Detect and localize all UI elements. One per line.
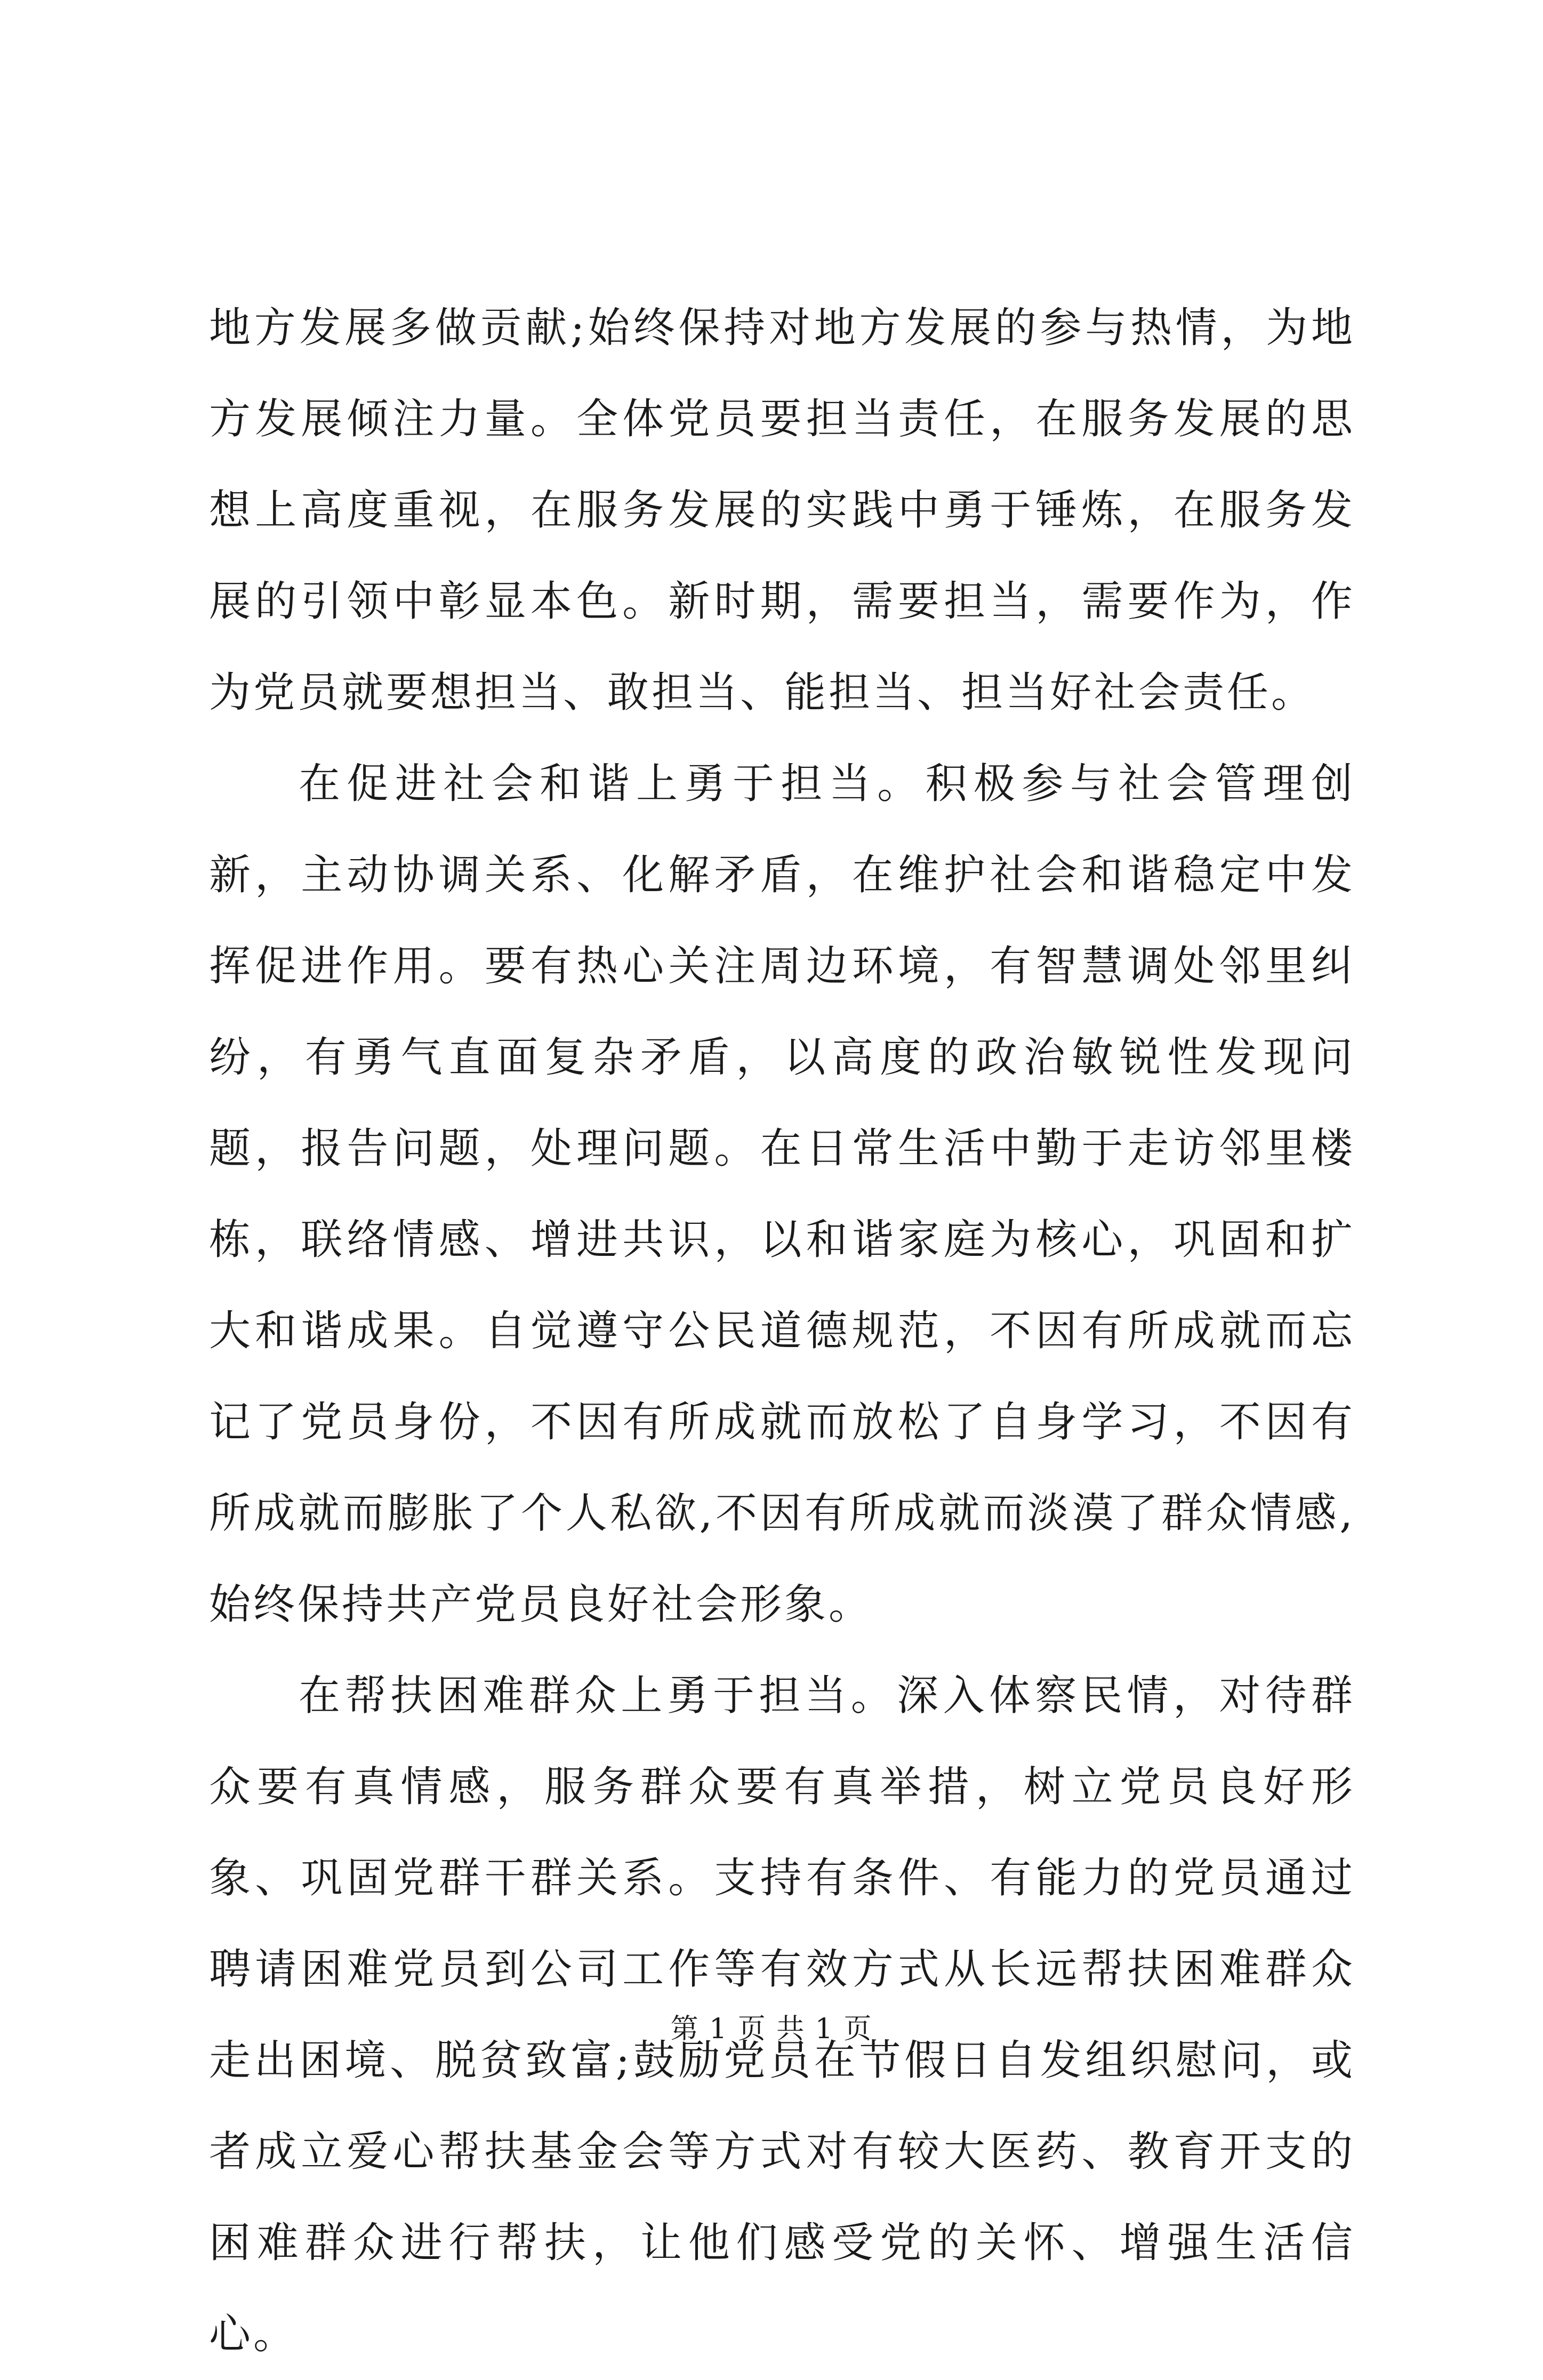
paragraph-continuation: 地方发展多做贡献;始终保持对地方发展的参与热情，为地方发展倾注力量。全体党员要担当责任，在服务发展的思想上高度重视，在服务发展的实践中勇于锤炼，在服务发展的引领中彰显本色。新时期，需要担当，需要作为，作为党员就要想担当、敢担当、能担当、担当好社会责任。: [209, 304, 1355, 717]
page-footer: 第 1 页 共 1 页: [670, 2013, 873, 2045]
paragraph-assist-needy: 在帮扶困难群众上勇于担当。深入体察民情，对待群众要有真情感，服务群众要有真举措，树立党员良好形象、巩固党群干群关系。支持有条件、有能力的党员通过聘请困难党员到公司工作等有效方式从长远帮扶困难群众走出困境、脱贫致富;鼓励党员在节假日自发组织慰问，或者成立爱心帮扶基金会等方式对有较大医药、教育开支的困难群众进行帮扶，让他们感受党的关怀、增强生活信心。: [209, 1672, 1355, 2358]
paragraph-social-harmony: 在促进社会和谐上勇于担当。积极参与社会管理创新，主动协调关系、化解矛盾，在维护社会和谐稳定中发挥促进作用。要有热心关注周边环境，有智慧调处邻里纠纷，有勇气直面复杂矛盾，以高度的政治敏锐性发现问题，报告问题，处理问题。在日常生活中勤于走访邻里楼栋，联络情感、增进共识，以和谐家庭为核心，巩固和扩大和谐成果。自觉遵守公民道德规范，不因有所成就而忘记了党员身份，不因有所成就而放松了自身学习，不因有所成就而膨胀了个人私欲,不因有所成就而淡漠了群众情感,始终保持共产党员良好社会形象。: [209, 760, 1355, 1629]
document-body: [209, 283, 1355, 2380]
